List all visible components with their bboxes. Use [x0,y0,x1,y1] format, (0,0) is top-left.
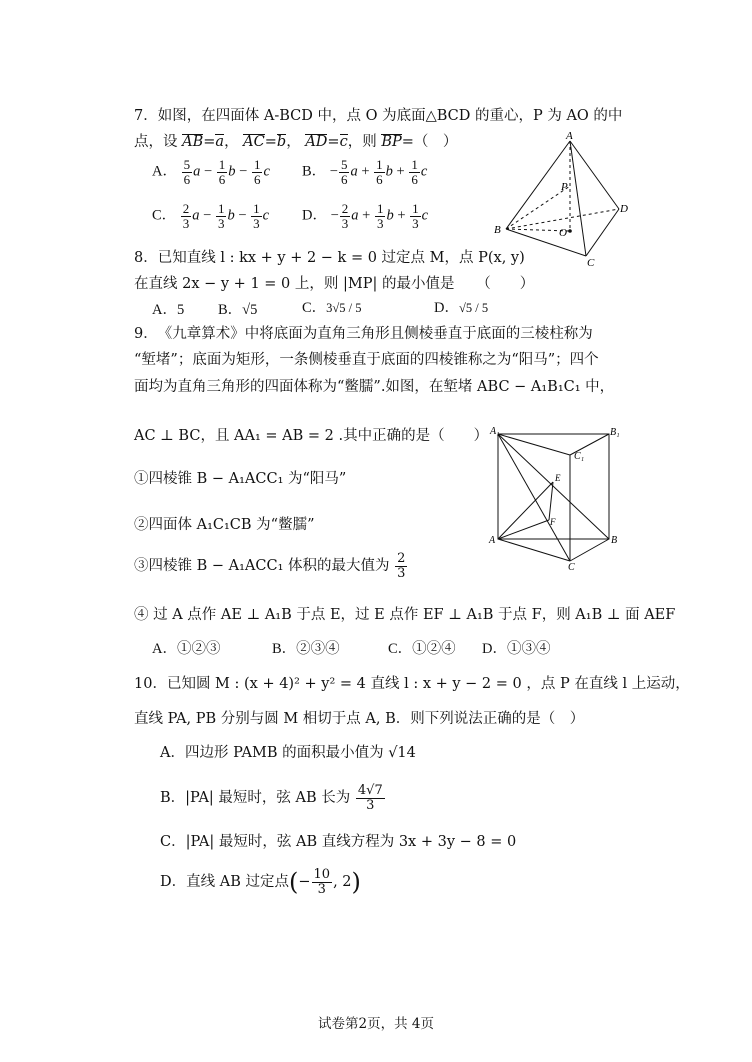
fig9-label-a: A [489,535,496,546]
q7-option-c: C． $\frac{2}{3}$ a − $\frac{1}{3}$ b − $\frac{1}{3}$ c [152,201,270,231]
fig9-label-b: B [611,535,618,546]
q7-line2-prefix: 点，设 [134,134,178,150]
fig7-label-b: B [494,224,501,236]
q8-option-b-label: B． [218,302,243,318]
q9-option-a [152,637,220,658]
vec-ac: AC [243,134,265,150]
vec-a: a [215,134,225,150]
fig9-label-c1: C₁ [574,451,585,462]
page-footer: 试卷第2页，共 4页 [318,1016,434,1032]
fig9-label-b1: B₁ [610,427,620,438]
fig9-label-e: E [555,473,561,483]
q7-option-d-label: D． [302,207,327,224]
q10-option-a: A．四边形 PAMB 的面积最小值为 √14 [160,745,416,761]
fig7-label-c: C [587,257,595,268]
q8-option-d-label: D． [434,300,459,316]
q10-option-b-prefix: B．|PA| 最短时，弦 AB 长为 [160,790,351,807]
q7-option-b-label: B． [302,163,327,180]
q8-option-d [434,296,488,317]
q9-statement-3-den: 3 [397,565,406,581]
q9-statement-4: ④ 过 A 点作 AE ⊥ A₁B 于点 E，过 E 点作 EF ⊥ A₁B 于点 F，则 A₁B ⊥ 面 AEF [134,607,676,623]
q7-option-a-label: A． [152,163,177,180]
q7-line2: 点，设 AB=a， AC=b， AD=c，则 BP=（ ） [134,134,458,150]
q10-option-d-prefix: D．直线 AB 过定点 [160,874,289,891]
q8-option-b-value: √5 [242,302,258,318]
q10-option-b-den: 3 [366,797,375,813]
q10-option-b [160,784,386,812]
q9-statement-2: ②四面体 A₁C₁CB 为“鳖臑” [134,517,315,533]
vec-ad: AD [305,134,328,150]
q10-line1: 10．已知圆 M : (x + 4)² + y² = 4 直线 l : x + y − 2 = 0 ，点 P 在直线 l 上运动， [134,676,690,692]
q9-option-a-value: ①②③ [176,641,221,657]
q9-option-b [272,637,340,658]
q7-line2-end: =（ ） [401,134,458,150]
q9-line3: 面均为直角三角形的四面体称为“鳖臑”.如图，在堑堵 ABC − A₁B₁C₁ 中， [134,379,615,395]
q9-option-d-label: D． [482,641,507,657]
q7-stem: 如图，在四面体 A-BCD 中，点 O 为底面△BCD 的重心，P 为 AO 的中 [157,108,623,124]
q9-option-c-value: ①②④ [412,641,456,657]
q7-line1 [134,104,622,125]
q9-line4: AC ⊥ BC，且 AA₁ = AB = 2 .其中正确的是（ ） [134,428,489,444]
q9-option-a-label: A． [152,641,177,657]
q7-option-c-label: C． [152,207,177,224]
fig7-label-a: A [566,130,573,142]
q8-line1: 8．已知直线 l : kx + y + 2 − k = 0 过定点 M，点 P(x, y) [134,250,525,266]
q7-line2-suffix: ，则 [347,134,377,150]
q9-option-d [482,637,550,658]
vec-ab: AB [182,134,204,150]
q7-option-a: A． $\frac{5}{6}$ a − $\frac{1}{6}$ b − $\frac{1}{6}$ c [152,157,270,187]
fig7-label-o: O [559,227,567,239]
vec-bp: BP [381,134,402,150]
q10-option-d-num: 10 [313,867,331,882]
q8-option-a-value: 5 [176,302,185,318]
q10-option-d-den: 3 [317,881,326,897]
q9-statement-1: ①四棱锥 B − A₁ACC₁ 为“阳马” [134,471,347,487]
q9-line1: 9． 《九章算术》中将底面为直角三角形且侧棱垂直于底面的三棱柱称为 [134,326,593,342]
q8-option-a-label: A． [152,302,177,318]
q8-option-b [218,298,257,319]
q10-option-b-num: 4√7 [357,783,383,798]
q8-option-c-label: C． [302,300,327,316]
q7-text: 7． [134,108,158,124]
q8-option-c-value: 3√5 / 5 [326,301,362,315]
prism-figure [486,422,626,572]
fig9-label-a1: A₁ [490,426,500,437]
q9-statement-3-prefix: ③四棱锥 B − A₁ACC₁ 体积的最大值为 [134,558,390,575]
q9-statement-3 [134,552,408,580]
q9-line2: “堑堵”；底面为矩形，一条侧棱垂直于底面的四棱锥称之为“阳马”；四个 [134,352,599,368]
fig7-label-p: P [561,181,568,193]
q10-line2: 直线 PA, PB 分别与圆 M 相切于点 A, B．则下列说法正确的是（ ） [134,711,585,727]
q9-option-c [388,637,456,658]
fig9-label-c: C [568,562,575,572]
q8-option-c [302,296,362,317]
q7-option-b: B． − $\frac{5}{6}$ a + $\frac{1}{6}$ b + $\frac{1}{6}$ c [302,157,428,187]
vec-c: c [339,134,348,150]
q8-option-d-value: √5 / 5 [458,301,489,315]
q9-option-b-label: B． [272,641,297,657]
q10-option-d-tail: , 2 [333,874,352,891]
fig9-label-f: F [550,517,556,527]
q9-statement-3-num: 2 [397,551,406,566]
q8-option-a [152,298,184,319]
q10-option-c: C．|PA| 最短时，弦 AB 直线方程为 3x + 3y − 8 = 0 [160,834,517,850]
fig7-label-d: D [620,203,628,215]
q7-option-d: D． − $\frac{2}{3}$ a + $\frac{1}{3}$ b + $\frac{1}{3}$ c [302,201,429,231]
q9-option-b-value: ②③④ [296,641,340,657]
q9-option-d-value: ①③④ [506,641,551,657]
q8-line2: 在直线 2x − y + 1 = 0 上，则 |MP| 的最小值是 （ ） [134,276,535,292]
q9-option-c-label: C． [388,641,413,657]
vec-b: b [276,134,287,150]
q10-option-d: D．直线 AB 过定点(− $\frac{10}{3}$ , 2) [160,867,361,897]
